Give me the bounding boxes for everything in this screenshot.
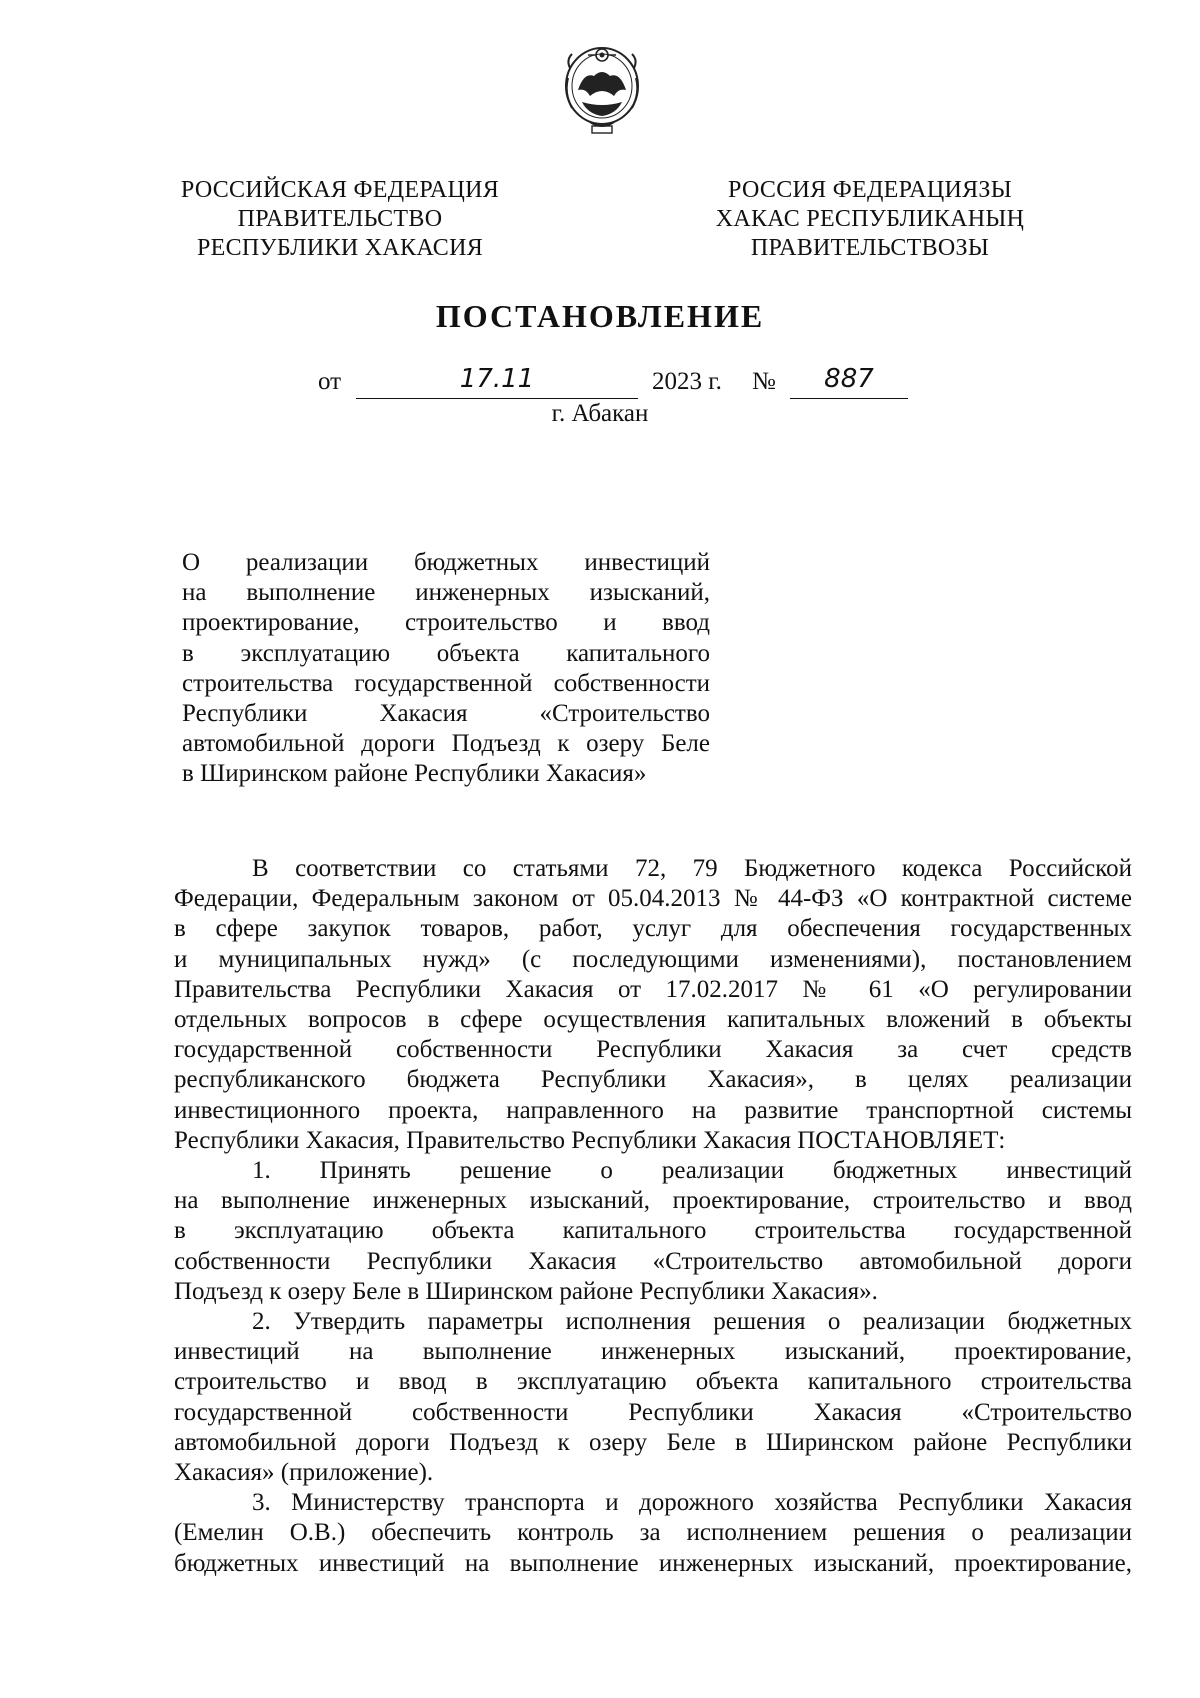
header-right-line: РОССИЯ ФЕДЕРАЦИЯЗЫ [728, 177, 1012, 203]
city-name: г. Абакан [551, 400, 649, 427]
header-right-line: ПРАВИТЕЛЬСТВОЗЫ [750, 235, 990, 261]
body-line: бюджетных инвестиций на выполнение инженерных изысканий, проектирование, [174, 1549, 1132, 1577]
subject-line: проектирование, строительство и ввод [182, 609, 710, 637]
body-line: автомобильной дороги Подъезд к озеру Беле в Ширинском районе Республики [174, 1428, 1132, 1456]
coat-of-arms-emblem [560, 38, 644, 140]
subject-line: автомобильной дороги Подъезд к озеру Беле [182, 730, 710, 758]
body-text [174, 854, 1132, 1579]
handwritten-number: 887 [790, 364, 908, 399]
body-line: государственной собственности Республики Хакасия «Строительство [174, 1398, 1132, 1426]
body-line: (Емелин О.В.) обеспечить контроль за исполнением решения о реализации [174, 1519, 1132, 1547]
paragraph-3-line: 3. Министерству транспорта и дорожного хозяйства Республики Хакасия [252, 1489, 1132, 1517]
body-line: республиканского бюджета Республики Хакасия», в целях реализации [174, 1066, 1132, 1094]
year-label: 2023 г. [652, 368, 722, 395]
document-title: ПОСТАНОВЛЕНИЕ [435, 298, 765, 334]
body-line: Подъезд к озеру Беле в Ширинском районе Республики Хакасия». [174, 1277, 878, 1305]
body-line: инвестиций на выполнение инженерных изысканий, проектирование, [174, 1338, 1132, 1366]
body-line: в эксплуатацию объекта капитального строительства государственной [174, 1217, 1132, 1245]
body-line: Хакасия» (приложение). [174, 1459, 434, 1487]
number-sign: № [752, 368, 776, 395]
paragraph-1-line: 1. Принять решение о реализации бюджетных инвестиций [252, 1157, 1132, 1185]
subject-line: в Ширинском районе Республики Хакасия» [182, 760, 647, 788]
subject-line: в эксплуатацию объекта капитального [182, 639, 710, 667]
header-left-line: РЕСПУБЛИКИ ХАКАСИЯ [196, 235, 484, 261]
date-prefix: от [318, 368, 342, 395]
body-line: и муниципальных нужд» (с последующими изменениями), постановлением [174, 945, 1132, 973]
body-line: В соответствии со статьями 72, 79 Бюджетного кодекса Российской [252, 855, 1132, 882]
body-line: Республики Хакасия, Правительство Республики Хакасия ПОСТАНОВЛЯЕТ: [174, 1126, 1006, 1154]
handwritten-date: 17.11 [356, 364, 638, 399]
body-line: на выполнение инженерных изысканий, проектирование, строительство и ввод [174, 1187, 1132, 1215]
paragraph-2-line: 2. Утвердить параметры исполнения решения о реализации бюджетных [252, 1308, 1132, 1336]
subject-line: О реализации бюджетных инвестиций [182, 549, 710, 576]
subject-line: Республики Хакасия «Строительство [182, 700, 710, 728]
body-line: отдельных вопросов в сфере осуществления капитальных вложений в объекты [174, 1006, 1132, 1034]
body-line: строительство и ввод в эксплуатацию объекта капитального строительства [174, 1368, 1132, 1396]
subject-line: строительства государственной собственности [182, 669, 710, 697]
date-number-line [0, 364, 1200, 404]
body-line: собственности Республики Хакасия «Строительство автомобильной дороги [174, 1247, 1132, 1275]
body-line: Федерации, Федеральным законом от 05.04.2013 № 44-ФЗ «О контрактной системе [174, 885, 1132, 913]
subject-block [182, 548, 710, 790]
body-line: инвестиционного проекта, направленного на развитие транспортной системы [174, 1096, 1132, 1124]
body-line: Правительства Республики Хакасия от 17.02.2017 № 61 «О регулировании [174, 975, 1132, 1003]
header-left-line: РОССИЙСКАЯ ФЕДЕРАЦИЯ [180, 177, 500, 203]
body-line: государственной собственности Республики Хакасия за счет средств [174, 1036, 1132, 1064]
body-line: в сфере закупок товаров, работ, услуг для обеспечения государственных [174, 915, 1132, 943]
header-left-line: ПРАВИТЕЛЬСТВО [237, 206, 443, 232]
header-left-russian [170, 176, 510, 263]
header-right-line: ХАКАС РЕСПУБЛИКАНЫҢ [715, 206, 1025, 232]
subject-line: на выполнение инженерных изысканий, [182, 579, 710, 607]
header-right-khakas [700, 176, 1040, 263]
